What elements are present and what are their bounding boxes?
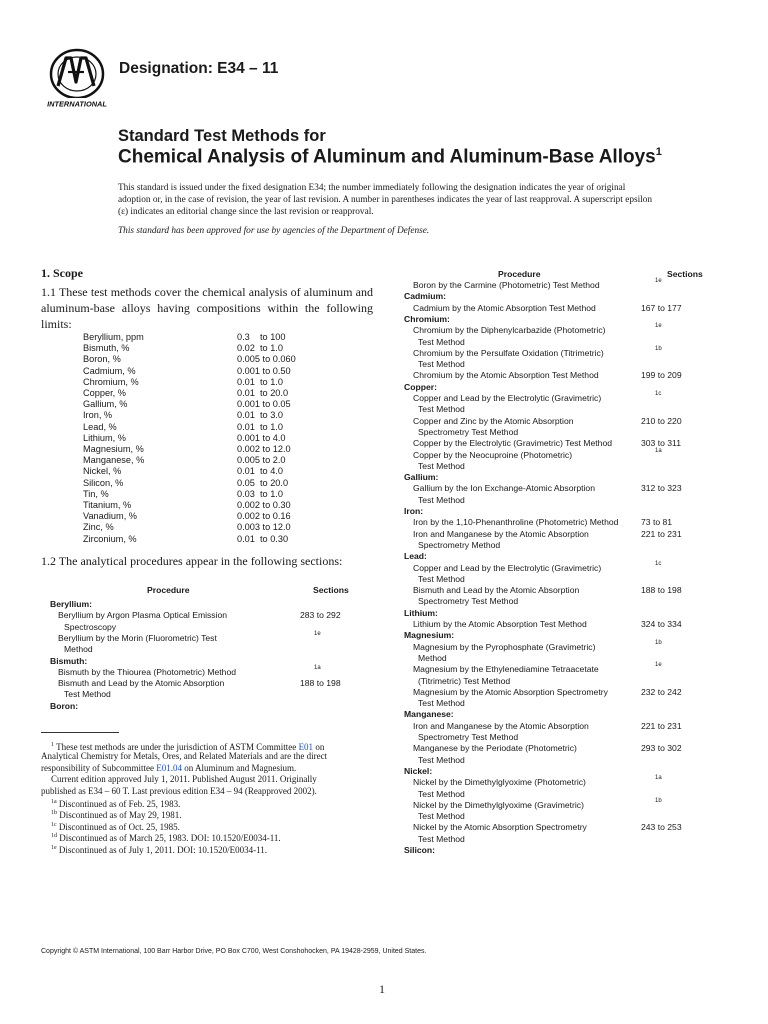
- page-number: 1: [379, 982, 385, 996]
- procedure-item: Bismuth and Lead by the Atomic Absorption: [413, 585, 580, 596]
- procedure-sections: 210 to 220: [641, 415, 682, 426]
- procedure-sections: 283 to 292: [300, 610, 341, 621]
- procedure-item: Cadmium by the Atomic Absorption Test Method: [413, 302, 596, 313]
- procedure-item: Test Method: [418, 754, 465, 765]
- procedure-footnote-ref: 1e: [655, 323, 662, 330]
- procedure-item: Spectrometry Test Method: [418, 596, 519, 607]
- procedure-item: Bismuth and Lead by the Atomic Absorption: [58, 678, 225, 689]
- procedure-footnote-ref: 1b: [655, 639, 662, 646]
- procedure-item: Test Method: [418, 359, 465, 370]
- procedure-sections: 167 to 177: [641, 302, 682, 313]
- procedure-table-right: [399, 267, 735, 857]
- title-main: Chemical Analysis of Aluminum and Aluminum-Base Alloys: [118, 146, 656, 168]
- footnote-rule: [41, 732, 119, 733]
- procedure-group: Copper:: [404, 381, 437, 392]
- limit-element: Zirconium, %: [83, 533, 137, 544]
- procedure-group: Manganese:: [404, 709, 454, 720]
- procedure-item: Magnesium by the Atomic Absorption Spectrometry: [413, 686, 608, 697]
- procedure-item: Spectrometry Test Method: [418, 732, 519, 742]
- limit-range: 0.01 to 1.0: [237, 376, 283, 387]
- procedure-item: Copper and Lead by the Electrolytic (Gravimetric): [413, 393, 602, 403]
- procedure-group: Lithium:: [404, 607, 438, 618]
- procedure-sections: 73 to 81: [641, 517, 673, 528]
- limit-range: 0.01 to 20.0: [237, 388, 289, 398]
- procedure-item: Test Method: [418, 460, 465, 471]
- procedure-item: Copper and Lead by the Electrolytic (Gravimetric): [413, 562, 602, 573]
- procedure-item: Boron by the Carmine (Photometric) Test Method: [413, 280, 600, 290]
- paragraph-1-2: 1.2 The analytical procedures appear in the following sections:: [41, 554, 343, 568]
- procedure-footnote-ref: 1c: [655, 391, 662, 397]
- procedure-item: Magnesium by the Ethylenediamine Tetraacetate: [413, 664, 599, 675]
- footnote-text: on: [313, 742, 325, 752]
- procedure-group: Boron:: [50, 700, 79, 711]
- procedure-item: (Titrimetric) Test Method: [418, 675, 511, 686]
- procedure-item: Copper and Zinc by the Atomic Absorption: [413, 415, 574, 426]
- footnote-1-line-3: [41, 763, 296, 774]
- limit-range: 0.01 to 1.0: [237, 421, 283, 432]
- limit-range: 0.001 to 0.05: [237, 399, 291, 410]
- procedure-sections: 303 to 311: [641, 438, 681, 449]
- limit-range: 0.02 to 1.0: [237, 343, 283, 354]
- limit-range: 0.01 to 3.0: [237, 410, 283, 421]
- procedure-item: Test Method: [418, 494, 465, 505]
- title-line-2: [118, 146, 662, 168]
- title-line-1: Standard Test Methods for: [118, 127, 326, 145]
- limit-range: 0.05 to 20.0: [237, 477, 289, 488]
- procedure-sections: 199 to 209: [641, 370, 682, 381]
- procedure-footnote-ref: 1b: [655, 797, 662, 804]
- procedure-footnote-ref: 1b: [655, 345, 662, 352]
- procedure-sections: 312 to 323: [641, 483, 682, 494]
- procedure-footnote-ref: 1c: [655, 560, 662, 567]
- procedure-item: Nickel by the Dimethylglyoxime (Photometric): [413, 777, 586, 788]
- procedure-group: Iron:: [404, 506, 424, 516]
- procedure-sections: 232 to 242: [641, 686, 682, 697]
- limit-range: 0.01 to 0.30: [237, 533, 289, 544]
- footnote-text: Discontinued as of Oct. 25, 1985.: [58, 821, 180, 832]
- procedure-group: Chromium:: [404, 313, 450, 324]
- logo-label: INTERNATIONAL: [47, 99, 107, 109]
- limit-element: Bismuth, %: [83, 343, 130, 354]
- limit-element: Beryllium, ppm: [83, 332, 144, 342]
- procedure-group: Bismuth:: [50, 655, 88, 666]
- procedure-table-left: [41, 585, 373, 715]
- procedure-item: Bismuth by the Thiourea (Photometric) Method: [58, 666, 237, 677]
- limit-element: Magnesium, %: [83, 444, 144, 454]
- discontinued-footnote: [51, 843, 267, 856]
- copyright: Copyright © ASTM International, 100 Barr Harbor Drive, PO Box C700, West Conshohocken, PA 19428-2959, United States.: [41, 948, 427, 955]
- limit-element: Tin, %: [83, 488, 109, 499]
- footnote-mark: 1d: [51, 833, 57, 840]
- procedure-item: Test Method: [418, 833, 465, 844]
- procedure-item: Test Method: [418, 336, 465, 347]
- procedure-item: Chromium by the Persulfate Oxidation (Titrimetric): [413, 347, 604, 358]
- procedure-group: Lead:: [404, 551, 427, 562]
- procedure-item: Spectrometry Test Method: [418, 426, 519, 437]
- procedure-item: Nickel by the Dimethylglyoxime (Gravimetric): [413, 799, 584, 810]
- procedure-group: Nickel:: [404, 765, 433, 776]
- footnote-mark: 1e: [51, 844, 57, 851]
- procedure-item: Gallium by the Ion Exchange-Atomic Absorption: [413, 483, 595, 494]
- designation: Designation: E34 – 11: [119, 60, 279, 77]
- procedure-footnote-ref: 1e: [314, 630, 321, 637]
- limit-element: Gallium, %: [83, 399, 128, 410]
- procedure-item: Copper by the Neocuproine (Photometric): [413, 449, 573, 460]
- procedure-sections: 324 to 334: [641, 619, 682, 629]
- procedure-item: Iron by the 1,10-Phenanthroline (Photometric) Method: [413, 517, 619, 528]
- limit-element: Lead, %: [83, 421, 117, 432]
- procedure-group: Beryllium:: [50, 599, 93, 609]
- procedure-footnote-ref: 1a: [314, 664, 321, 671]
- procedure-item: Method: [64, 644, 93, 655]
- procedure-item: Beryllium by Argon Plasma Optical Emission: [58, 610, 228, 621]
- procedure-sections: 188 to 198: [641, 585, 682, 596]
- procedure-footnote-ref: 1a: [655, 775, 662, 782]
- limit-range: 0.01 to 4.0: [237, 466, 283, 477]
- procedure-item: Iron and Manganese by the Atomic Absorption: [413, 528, 589, 539]
- limit-range: 0.003 to 12.0: [237, 522, 291, 533]
- limit-element: Copper, %: [83, 388, 126, 398]
- limit-element: Vanadium, %: [83, 511, 137, 522]
- procedure-sections: 221 to 231: [641, 720, 682, 731]
- sections-header: Sections: [667, 269, 703, 279]
- procedure-item: Test Method: [418, 404, 465, 415]
- procedure-item: Copper by the Electrolytic (Gravimetric) Test Method: [413, 438, 612, 449]
- procedure-item: Beryllium by the Morin (Fluorometric) Test: [58, 632, 217, 643]
- footnote-text: Discontinued as of Feb. 25, 1983.: [58, 799, 181, 809]
- procedure-footnote-ref: 1a: [655, 447, 662, 454]
- limit-element: Lithium, %: [83, 432, 126, 443]
- procedure-item: Spectroscopy: [64, 621, 117, 632]
- limit-element: Cadmium, %: [83, 365, 136, 376]
- paragraph-1-1: 1.1 These test methods cover the chemical analysis of aluminum and aluminum-base alloys having compositions within the following limits:: [41, 285, 373, 331]
- procedure-item: Test Method: [418, 811, 465, 822]
- standard-notice: This standard is issued under the fixed designation E34; the number immediately following the designation indicates the year of original adoption or, in the case of revision, the year of last revision. A number in parentheses indicates the year of last reapproval. A superscript epsilon (ε) indicates an editorial change since the last revision or reapproval.: [118, 183, 653, 217]
- procedure-item: Test Method: [418, 573, 465, 584]
- astm-logo: [44, 48, 110, 110]
- procedure-footnote-ref: 1e: [655, 662, 662, 669]
- limit-element: Manganese, %: [83, 455, 145, 466]
- procedure-item: Test Method: [64, 689, 111, 700]
- limit-range: 0.3 to 100: [237, 332, 286, 342]
- dod-approval: This standard has been approved for use by agencies of the Department of Defense.: [118, 226, 430, 236]
- procedure-item: Test Method: [418, 788, 465, 799]
- current-edition-line-1: Current edition approved July 1, 2011. Published August 2011. Originally: [51, 774, 317, 785]
- limit-range: 0.005 to 2.0: [237, 455, 286, 466]
- footnote-text: Discontinued as of July 1, 2011. DOI: 10.1520/E0034-11.: [58, 844, 267, 855]
- limit-element: Chromium, %: [83, 376, 139, 387]
- limit-range: 0.005 to 0.060: [237, 354, 296, 365]
- procedure-item: Spectrometry Method: [418, 539, 501, 550]
- procedure-group: Cadmium:: [404, 291, 447, 302]
- footnote-1-line-2: Analytical Chemistry for Metals, Ores, and Related Materials and are the direct: [41, 751, 328, 762]
- procedure-sections: 188 to 198: [300, 678, 341, 689]
- limit-element: Titanium, %: [83, 500, 132, 510]
- procedure-group: Magnesium:: [404, 630, 455, 641]
- procedure-item: Manganese by the Periodate (Photometric): [413, 743, 577, 754]
- current-edition-line-2: published as E34 – 60 T. Last previous edition E34 – 94 (Reapproved 2002).: [41, 785, 317, 796]
- procedure-group: Silicon:: [404, 845, 436, 855]
- subcommittee-e01-04-link[interactable]: E01.04: [156, 762, 182, 773]
- procedure-header: Procedure: [498, 269, 541, 279]
- sections-header: Sections: [313, 585, 349, 595]
- limit-range: 0.002 to 0.16: [237, 511, 291, 522]
- procedure-item: Chromium by the Atomic Absorption Test Method: [413, 370, 599, 381]
- procedure-item: Nickel by the Atomic Absorption Spectrometry: [413, 822, 587, 833]
- procedure-footnote-ref: 1e: [655, 278, 662, 284]
- limit-range: 0.002 to 12.0: [237, 444, 291, 454]
- limit-range: 0.001 to 4.0: [237, 432, 286, 443]
- footnote-text: Discontinued as of March 25, 1983. DOI: 10.1520/E0034-11.: [59, 833, 281, 844]
- limit-element: Silicon, %: [83, 477, 124, 488]
- limit-element: Iron, %: [83, 410, 113, 421]
- limit-element: Boron, %: [83, 354, 121, 365]
- title-footnote-mark: 1: [655, 146, 662, 158]
- limit-range: 0.001 to 0.50: [237, 365, 291, 376]
- procedure-header: Procedure: [147, 585, 190, 595]
- limit-element: Zinc, %: [83, 522, 114, 533]
- footnote-text: These test methods are under the jurisdiction of ASTM Committee: [56, 742, 299, 752]
- limit-range: 0.002 to 0.30: [237, 500, 291, 510]
- procedure-item: Magnesium by the Pyrophosphate (Gravimetric): [413, 641, 596, 652]
- footnote-mark: 1c: [51, 821, 57, 828]
- committee-e01-link[interactable]: E01: [298, 742, 314, 752]
- procedure-item: Method: [418, 652, 447, 663]
- procedure-sections: 221 to 231: [641, 528, 682, 539]
- footnote-mark: 1b: [51, 810, 57, 817]
- procedure-item: Lithium by the Atomic Absorption Test Method: [413, 619, 587, 629]
- procedure-sections: 243 to 253: [641, 822, 682, 833]
- procedure-item: Iron and Manganese by the Atomic Absorption: [413, 720, 589, 731]
- procedure-item: Chromium by the Diphenylcarbazide (Photometric): [413, 325, 606, 336]
- astm-logo-icon: [44, 48, 110, 110]
- procedure-sections: 293 to 302: [641, 743, 682, 754]
- footnote-text: Discontinued as of May 29, 1981.: [59, 810, 182, 821]
- limit-element: Nickel, %: [83, 466, 122, 477]
- procedure-item: Test Method: [418, 698, 465, 709]
- scope-heading: 1. Scope: [41, 266, 83, 280]
- procedure-group: Gallium:: [404, 472, 439, 483]
- footnote-mark: 1a: [51, 799, 57, 805]
- footnote-text: on Aluminum and Magnesium.: [182, 762, 297, 773]
- footnote-text: responsibility of Subcommittee: [41, 762, 157, 773]
- limit-range: 0.03 to 1.0: [237, 488, 283, 499]
- footnote-mark: 1: [51, 742, 54, 748]
